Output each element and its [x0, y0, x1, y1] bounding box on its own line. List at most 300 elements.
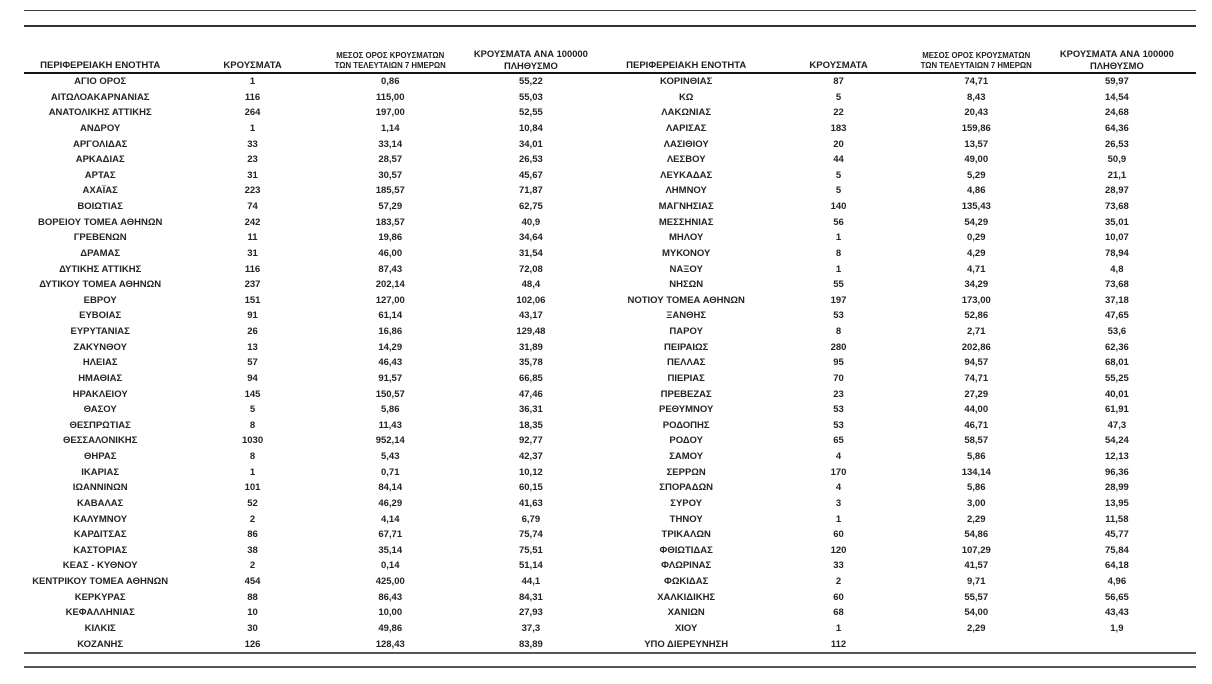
per100k-cell: 68,01 — [1104, 357, 1129, 369]
region-cell: ΚΑΡΔΙΤΣΑΣ — [73, 529, 127, 541]
region-cell: ΝΟΤΙΟΥ ΤΟΜΕΑ ΑΘΗΝΩΝ — [627, 294, 745, 306]
header-per100k-line2: ΠΛΗΘΥΣΜΟ — [503, 59, 558, 71]
table-row — [610, 637, 1196, 654]
cases-cell: 65 — [833, 435, 844, 447]
avg7-cell: 34,29 — [964, 279, 989, 291]
per100k-cell: 26,53 — [1104, 138, 1129, 150]
avg7-cell: 61,14 — [378, 310, 403, 322]
avg7-cell: 16,86 — [378, 326, 403, 337]
table-row — [610, 590, 1196, 606]
avg7-cell: 87,43 — [378, 263, 403, 275]
cases-cell: 74 — [247, 201, 258, 212]
cases-cell: 31 — [247, 247, 258, 259]
region-cell: ΡΕΘΥΜΝΟΥ — [658, 404, 714, 416]
region-cell: ΑΝΔΡΟΥ — [80, 122, 121, 134]
cases-cell: 2 — [249, 560, 256, 572]
table-row — [610, 418, 1196, 434]
region-cell: ΘΕΣΠΡΩΤΙΑΣ — [69, 419, 131, 431]
avg7-cell: 173,00 — [961, 294, 991, 306]
cases-cell: 91 — [247, 310, 258, 322]
avg7-cell: 4,71 — [966, 263, 986, 275]
region-cell: ΚΑΒΑΛΑΣ — [77, 497, 124, 509]
cases-cell: 183 — [830, 122, 847, 134]
region-cell: ΚΑΛΥΜΝΟΥ — [73, 513, 128, 525]
avg7-cell: 159,86 — [961, 122, 991, 134]
region-cell: ΚΟΡΙΝΘΙΑΣ — [660, 76, 713, 87]
per100k-cell: 41,63 — [518, 497, 543, 509]
per100k-cell: 73,68 — [1104, 279, 1129, 291]
cases-cell: 88 — [247, 591, 258, 603]
cases-cell: 1 — [249, 122, 256, 134]
cases-cell: 1 — [249, 76, 256, 87]
table-row — [610, 574, 1196, 590]
per100k-cell: 56,65 — [1104, 591, 1129, 603]
avg7-cell: 30,57 — [378, 169, 403, 181]
per100k-cell: 34,01 — [518, 138, 543, 150]
table-row — [24, 590, 610, 606]
per100k-cell: 62,75 — [518, 201, 543, 212]
header-per100k — [452, 45, 610, 73]
per100k-cell: 37,18 — [1104, 294, 1129, 306]
header-region: ΠΕΡΙΦΕΡΕΙΑΚΗ ΕΝΟΤΗΤΑ — [24, 45, 176, 73]
table-row — [610, 387, 1196, 403]
per100k-cell: 55,03 — [518, 91, 543, 103]
region-cell: ΛΕΣΒΟΥ — [666, 154, 706, 166]
avg7-cell: 4,29 — [966, 247, 986, 259]
region-cell: ΑΙΤΩΛΟΑΚΑΡΝΑΝΙΑΣ — [50, 91, 150, 103]
avg7-cell: 4,86 — [966, 185, 986, 197]
table-row — [610, 449, 1196, 465]
avg7-cell: 197,00 — [375, 107, 405, 119]
per100k-cell: 51,14 — [518, 560, 543, 572]
region-cell: ΞΑΝΘΗΣ — [666, 310, 707, 322]
table-row — [24, 621, 610, 637]
region-cell: ΗΡΑΚΛΕΙΟΥ — [72, 388, 128, 400]
table-row — [24, 574, 610, 590]
per100k-cell: 92,77 — [518, 435, 543, 447]
cases-cell: 53 — [833, 310, 844, 322]
cases-cell: 223 — [244, 185, 261, 197]
table-row — [610, 152, 1196, 168]
cases-cell: 1 — [835, 232, 842, 244]
table-row — [610, 480, 1196, 496]
region-cell: ΡΟΔΟΠΗΣ — [662, 419, 710, 431]
avg7-cell: 107,29 — [961, 544, 991, 556]
table-row — [24, 183, 610, 199]
table-row — [24, 105, 610, 121]
table-row — [610, 168, 1196, 184]
per100k-cell: 37,3 — [521, 622, 541, 634]
avg7-cell: 84,14 — [378, 482, 403, 494]
table-row — [24, 168, 610, 184]
header-avg7 — [915, 45, 1038, 73]
cases-cell: 44 — [833, 154, 844, 166]
region-cell: ΜΕΣΣΗΝΙΑΣ — [658, 216, 714, 228]
table-row — [24, 293, 610, 309]
cases-cell: 57 — [247, 357, 258, 369]
cases-cell: 56 — [833, 216, 844, 228]
table-row — [610, 558, 1196, 574]
header-avg7-line1: ΜΕΣΟΣ ΟΡΟΣ ΚΡΟΥΣΜΑΤΩΝ — [922, 51, 1031, 60]
per100k-cell: 40,01 — [1104, 388, 1129, 400]
table-row — [610, 324, 1196, 340]
region-cell: ΦΩΚΙΔΑΣ — [664, 576, 709, 587]
table-row — [24, 121, 610, 137]
avg7-cell: 128,43 — [375, 638, 405, 650]
cases-cell: 1 — [835, 263, 842, 275]
per100k-cell: 28,99 — [1104, 482, 1129, 494]
cases-cell: 8 — [249, 451, 256, 462]
table-row — [610, 246, 1196, 262]
table-row — [24, 324, 610, 340]
region-cell: ΜΗΛΟΥ — [669, 232, 704, 244]
cases-table-right — [610, 45, 1196, 654]
region-cell: ΕΒΡΟΥ — [83, 294, 117, 306]
table-header — [610, 45, 1196, 73]
bottom-rule — [24, 666, 1196, 668]
avg7-cell: 49,00 — [964, 154, 989, 166]
avg7-cell: 74,71 — [964, 372, 989, 384]
per100k-cell: 52,55 — [518, 107, 543, 119]
avg7-cell: 19,86 — [378, 232, 403, 244]
avg7-cell: 58,57 — [964, 435, 989, 447]
region-cell: ΗΛΕΙΑΣ — [82, 357, 118, 369]
cases-cell: 10 — [247, 607, 258, 619]
cases-cell: 53 — [833, 419, 844, 431]
avg7-cell: 1,14 — [380, 122, 400, 134]
avg7-cell: 0,29 — [966, 232, 986, 244]
table-row — [610, 121, 1196, 137]
avg7-cell: 150,57 — [375, 388, 405, 400]
cases-cell: 242 — [244, 216, 261, 228]
table-row — [24, 215, 610, 231]
region-cell: ΔΥΤΙΚΟΥ ΤΟΜΕΑ ΑΘΗΝΩΝ — [39, 279, 162, 291]
table-row — [24, 308, 610, 324]
avg7-cell: 10,00 — [378, 607, 403, 619]
avg7-cell: 35,14 — [378, 544, 403, 556]
avg7-cell: 9,71 — [966, 576, 986, 587]
region-cell: ΣΑΜΟΥ — [669, 451, 704, 462]
cases-cell: 33 — [833, 560, 844, 572]
region-cell: ΙΚΑΡΙΑΣ — [81, 466, 120, 478]
table-row — [610, 340, 1196, 356]
per100k-cell: 59,97 — [1104, 76, 1129, 87]
table-row — [610, 543, 1196, 559]
table-row — [24, 527, 610, 543]
avg7-cell: 20,43 — [964, 107, 989, 119]
region-cell: ΠΕΛΛΑΣ — [666, 357, 706, 369]
per100k-cell: 48,4 — [521, 279, 541, 291]
cases-cell: 237 — [244, 279, 261, 291]
table-row — [24, 340, 610, 356]
per100k-cell: 26,53 — [518, 154, 543, 166]
region-cell: ΣΠΟΡΑΔΩΝ — [659, 482, 714, 494]
table-row — [24, 512, 610, 528]
region-cell: ΚΑΣΤΟΡΙΑΣ — [73, 544, 128, 556]
region-cell: ΕΥΡΥΤΑΝΙΑΣ — [70, 326, 130, 337]
region-cell: ΜΥΚΟΝΟΥ — [661, 247, 711, 259]
cases-cell: 5 — [835, 169, 842, 181]
per100k-cell: 78,94 — [1104, 247, 1129, 259]
region-cell: ΛΗΜΝΟΥ — [665, 185, 707, 197]
cases-cell: 60 — [833, 529, 844, 541]
avg7-cell: 3,00 — [966, 497, 986, 509]
table-row — [610, 355, 1196, 371]
per100k-cell: 60,15 — [518, 482, 543, 494]
table-row — [610, 605, 1196, 621]
cases-cell: 140 — [830, 201, 847, 212]
cases-cell: 2 — [249, 513, 256, 525]
region-cell: ΑΡΤΑΣ — [84, 169, 116, 181]
cases-cell: 20 — [833, 138, 844, 150]
avg7-cell: 134,14 — [961, 466, 991, 478]
cases-cell: 1 — [835, 513, 842, 525]
cases-cell: 38 — [247, 544, 258, 556]
region-cell: ΜΑΓΝΗΣΙΑΣ — [658, 201, 714, 212]
table-row — [24, 496, 610, 512]
header-avg7-line1: ΜΕΣΟΣ ΟΡΟΣ ΚΡΟΥΣΜΑΤΩΝ — [336, 51, 445, 60]
cases-cell: 52 — [247, 497, 258, 509]
table-row — [610, 230, 1196, 246]
table-row — [24, 262, 610, 278]
table-row — [610, 262, 1196, 278]
cases-table-left — [24, 45, 610, 654]
cases-cell: 264 — [244, 107, 261, 119]
avg7-cell: 28,57 — [378, 154, 403, 166]
region-cell: ΦΘΙΩΤΙΔΑΣ — [659, 544, 713, 556]
per100k-cell: 27,93 — [518, 607, 543, 619]
avg7-cell: 202,86 — [961, 341, 991, 353]
cases-cell: 5 — [249, 404, 256, 416]
header-avg7-line2: ΤΩΝ ΤΕΛΕΥΤΑΙΩΝ 7 ΗΜΕΡΩΝ — [334, 61, 446, 70]
table-row — [610, 496, 1196, 512]
avg7-cell: 86,43 — [378, 591, 403, 603]
table-body-left — [24, 73, 610, 653]
table-row — [24, 371, 610, 387]
cases-cell: 23 — [833, 388, 844, 400]
cases-cell: 197 — [830, 294, 847, 306]
avg7-cell: 5,86 — [966, 451, 986, 462]
per100k-cell: 84,31 — [518, 591, 543, 603]
cases-cell: 53 — [833, 404, 844, 416]
region-cell: ΓΡΕΒΕΝΩΝ — [73, 232, 127, 244]
region-cell: ΛΑΚΩΝΙΑΣ — [661, 107, 712, 119]
per100k-cell: 31,54 — [518, 247, 543, 259]
avg7-cell: 135,43 — [961, 201, 991, 212]
cases-cell: 30 — [247, 622, 258, 634]
per100k-cell: 62,36 — [1104, 341, 1129, 353]
per100k-cell: 55,22 — [518, 76, 543, 87]
per100k-cell: 54,24 — [1104, 435, 1129, 447]
table-row — [610, 215, 1196, 231]
cases-cell: 95 — [833, 357, 844, 369]
per100k-cell: 18,35 — [518, 419, 543, 431]
table-row — [610, 371, 1196, 387]
cases-cell: 280 — [830, 341, 847, 353]
per100k-cell: 13,95 — [1104, 497, 1129, 509]
header-per100k-line1: ΚΡΟΥΣΜΑΤΑ ΑΝΑ 100000 — [1059, 48, 1174, 59]
avg7-cell: 52,86 — [964, 310, 989, 322]
per100k-cell: 6,79 — [521, 513, 541, 525]
avg7-cell: 55,57 — [964, 591, 989, 603]
cases-cell: 31 — [247, 169, 258, 181]
table-row — [24, 277, 610, 293]
per100k-cell: 47,3 — [1107, 419, 1127, 431]
cases-cell: 116 — [244, 91, 261, 103]
region-cell: ΔΡΑΜΑΣ — [80, 247, 121, 259]
region-cell: ΥΠΟ ΔΙΕΡΕΥΝΗΣΗ — [644, 638, 729, 650]
per100k-cell: 43,43 — [1104, 607, 1129, 619]
table-row — [24, 90, 610, 106]
avg7-cell: 57,29 — [378, 201, 403, 212]
region-cell: ΙΩΑΝΝΙΝΩΝ — [72, 482, 128, 494]
header-region: ΠΕΡΙΦΕΡΕΙΑΚΗ ΕΝΟΤΗΤΑ — [610, 45, 762, 73]
per100k-cell: 73,68 — [1104, 201, 1129, 212]
region-cell: ΣΕΡΡΩΝ — [666, 466, 706, 478]
avg7-cell: 8,43 — [966, 91, 986, 103]
avg7-cell: 74,71 — [964, 76, 989, 87]
per100k-cell: 102,06 — [516, 294, 546, 306]
region-cell: ΠΙΕΡΙΑΣ — [667, 372, 705, 384]
cases-cell: 151 — [244, 294, 261, 306]
cases-cell: 5 — [835, 185, 842, 197]
per100k-cell: 24,68 — [1104, 107, 1129, 119]
top-rule-secondary — [24, 25, 1196, 27]
table-row — [610, 183, 1196, 199]
table-row — [24, 605, 610, 621]
per100k-cell: 75,74 — [518, 529, 543, 541]
cases-cell: 68 — [833, 607, 844, 619]
table-body-right — [610, 73, 1196, 653]
per100k-cell: 10,12 — [518, 466, 543, 478]
region-cell: ΣΥΡΟΥ — [670, 497, 703, 509]
per100k-cell: 96,36 — [1104, 466, 1129, 478]
regional-cases-tables — [24, 45, 1196, 654]
table-row — [610, 73, 1196, 90]
per100k-cell: 21,1 — [1107, 169, 1127, 181]
per100k-cell: 31,89 — [518, 341, 543, 353]
per100k-cell: 83,89 — [518, 638, 543, 650]
cases-cell: 4 — [835, 451, 842, 462]
avg7-cell: 202,14 — [375, 279, 405, 291]
region-cell: ΚΩ — [678, 91, 694, 103]
table-row — [24, 230, 610, 246]
region-cell: ΛΕΥΚΑΔΑΣ — [660, 169, 713, 181]
per100k-cell: 61,91 — [1104, 404, 1129, 416]
per100k-cell: 129,48 — [516, 326, 546, 337]
region-cell: ΑΓΙΟ ΟΡΟΣ — [74, 76, 127, 87]
cases-cell: 3 — [835, 497, 842, 509]
avg7-cell: 44,00 — [964, 404, 989, 416]
region-cell: ΠΑΡΟΥ — [669, 326, 703, 337]
table-row — [24, 465, 610, 481]
table-header — [24, 45, 610, 73]
per100k-cell: 11,58 — [1105, 513, 1129, 525]
avg7-cell: 33,14 — [378, 138, 403, 150]
per100k-cell: 10,07 — [1104, 232, 1129, 244]
region-cell: ΛΑΡΙΣΑΣ — [665, 122, 707, 134]
table-row — [24, 246, 610, 262]
region-cell: ΘΕΣΣΑΛΟΝΙΚΗΣ — [62, 435, 138, 447]
per100k-cell: 64,36 — [1104, 122, 1129, 134]
per100k-cell: 28,97 — [1104, 185, 1129, 197]
cases-cell: 11 — [247, 232, 258, 244]
region-cell: ΛΑΣΙΘΙΟΥ — [663, 138, 709, 150]
avg7-cell: 5,86 — [380, 404, 400, 416]
table-row — [610, 105, 1196, 121]
cases-cell: 94 — [247, 372, 258, 384]
per100k-cell: 14,54 — [1104, 91, 1129, 103]
table-row — [24, 543, 610, 559]
per100k-cell: 10,84 — [518, 122, 543, 134]
cases-cell: 2 — [835, 576, 842, 587]
region-cell: ΕΥΒΟΙΑΣ — [79, 310, 122, 322]
table-row — [24, 558, 610, 574]
cases-cell: 60 — [833, 591, 844, 603]
avg7-cell: 115,00 — [375, 91, 405, 103]
per100k-cell: 72,08 — [518, 263, 543, 275]
per100k-cell: 53,6 — [1107, 326, 1127, 337]
avg7-cell: 183,57 — [375, 216, 405, 228]
per100k-cell: 44,1 — [521, 576, 541, 587]
cases-cell: 22 — [833, 107, 844, 119]
region-cell: ΚΟΖΑΝΗΣ — [77, 638, 124, 650]
table-row — [610, 90, 1196, 106]
cases-cell: 33 — [247, 138, 258, 150]
per100k-cell: 75,51 — [518, 544, 543, 556]
avg7-cell — [915, 637, 1038, 654]
table-row — [610, 199, 1196, 215]
region-cell: ΚΕΡΚΥΡΑΣ — [74, 591, 126, 603]
cases-cell: 112 — [830, 638, 847, 650]
cases-cell: 23 — [247, 154, 258, 166]
avg7-cell: 127,00 — [375, 294, 405, 306]
cases-cell: 1030 — [241, 435, 264, 447]
region-cell: ΑΧΑΪΑΣ — [82, 185, 118, 197]
region-cell: ΧΙΟΥ — [674, 622, 698, 634]
avg7-cell: 54,86 — [964, 529, 989, 541]
avg7-cell: 46,29 — [378, 497, 403, 509]
table-row — [24, 387, 610, 403]
avg7-cell: 185,57 — [375, 185, 405, 197]
avg7-cell: 27,29 — [964, 388, 989, 400]
cases-cell: 120 — [830, 544, 847, 556]
region-cell: ΔΥΤΙΚΗΣ ΑΤΤΙΚΗΣ — [59, 263, 142, 275]
per100k-cell: 1,9 — [1110, 622, 1124, 634]
avg7-cell: 0,71 — [380, 466, 400, 478]
region-cell: ΘΗΡΑΣ — [83, 451, 117, 462]
avg7-cell: 5,43 — [380, 451, 400, 462]
region-cell: ΑΡΚΑΔΙΑΣ — [75, 154, 125, 166]
region-cell: ΝΑΞΟΥ — [669, 263, 703, 275]
cases-cell: 13 — [247, 341, 258, 353]
region-cell: ΑΝΑΤΟΛΙΚΗΣ ΑΤΤΙΚΗΣ — [48, 107, 152, 119]
cases-cell: 8 — [835, 247, 842, 259]
cases-cell: 1 — [249, 466, 256, 478]
per100k-cell: 35,78 — [518, 357, 543, 369]
table-row — [24, 433, 610, 449]
cases-cell: 116 — [244, 263, 261, 275]
cases-cell: 1 — [835, 622, 842, 634]
avg7-cell: 2,71 — [966, 326, 986, 337]
region-cell: ΘΑΣΟΥ — [83, 404, 117, 416]
per100k-cell: 12,13 — [1104, 451, 1129, 462]
per100k-cell: 4,8 — [1110, 263, 1124, 275]
per100k-cell: 42,37 — [518, 451, 543, 462]
table-row — [610, 621, 1196, 637]
table-row — [24, 152, 610, 168]
per100k-cell: 43,17 — [518, 310, 543, 322]
